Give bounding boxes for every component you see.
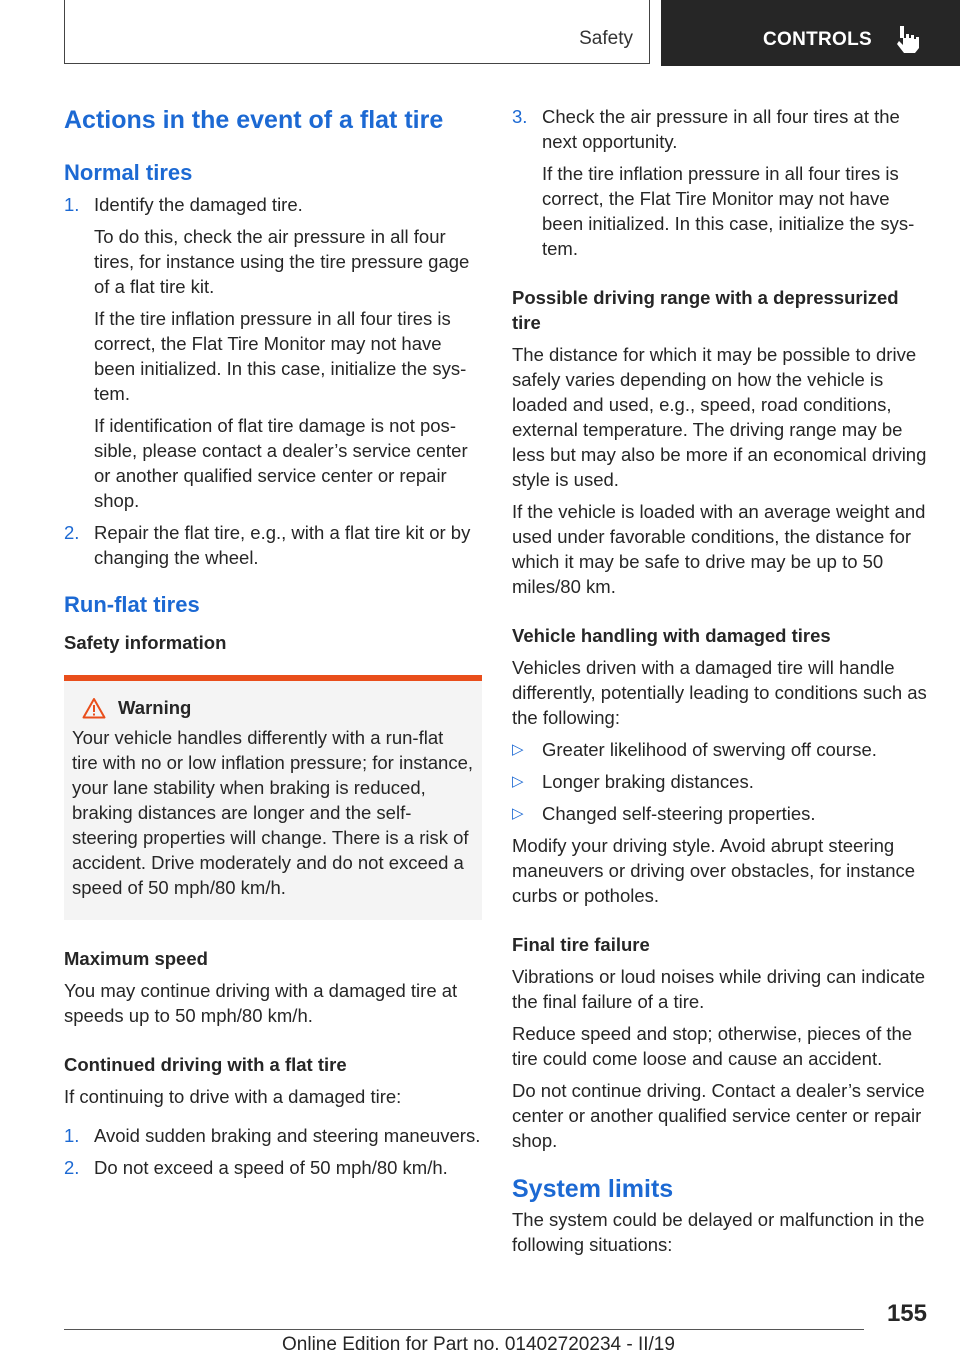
paragraph: Vibrations or loud noises while driving can indicate the final failure of a tire. (512, 966, 926, 1012)
paragraph: You may continue driving with a damaged tire at speeds up to 50 mph/80 km/h. (64, 980, 458, 1026)
section-tab (64, 0, 650, 64)
bullet-item (512, 769, 928, 794)
bullet-item (512, 737, 928, 762)
chapter-tab (661, 0, 960, 66)
paragraph: Modify your driving style. Avoid abrupt steering maneuvers or driving over obstacles, for instance curbs or potholes. (512, 835, 916, 906)
section-title: Safety (579, 28, 633, 49)
footer-divider (64, 1329, 864, 1330)
list-number: 1. (64, 1125, 80, 1146)
left-column (64, 100, 482, 1180)
list-number: 3. (512, 106, 528, 127)
list-subtext: If the tire inflation pressure in all four tires is correct, the Flat Tire Monitor may not have been initialized. In this case, initialize the system. (542, 163, 915, 259)
paragraph: If continuing to drive with a damaged tire: (64, 1086, 402, 1107)
list-number: 2. (64, 1157, 80, 1178)
subheading-continued-driving: Continued driving with a flat tire (64, 1054, 347, 1075)
list-item (64, 192, 482, 513)
chapter-title: CONTROLS (763, 29, 873, 50)
paragraph: Reduce speed and stop; otherwise, pieces of the tire could come loose and cause an accident. (512, 1023, 913, 1069)
paragraph: Vehicles driven with a damaged tire will handle differently, potentially leading to conditions such as the following: (512, 657, 927, 728)
list-text: Do not exceed a speed of 50 mph/80 km/h. (94, 1157, 448, 1178)
section-heading: Actions in the event of a flat tire (64, 106, 444, 134)
list-text: Avoid sudden braking and steering maneuvers. (94, 1125, 481, 1146)
warning-box (64, 675, 482, 920)
triangle-bullet-icon: ▷ (512, 805, 524, 822)
list-item (512, 104, 928, 261)
list-number: 2. (64, 522, 80, 543)
bullet-text: Changed self-steering properties. (542, 803, 816, 824)
list-item (64, 520, 482, 570)
list-subtext: If the tire inflation pressure in all four tires is correct, the Flat Tire Monitor may not have been initialized. In this case, initialize the system. (94, 308, 467, 404)
subheading-run-flat-tires: Run-flat tires (64, 592, 200, 617)
triangle-bullet-icon: ▷ (512, 773, 524, 790)
subheading-maximum-speed: Maximum speed (64, 948, 208, 969)
list-item (64, 1155, 482, 1180)
pointing-hand-icon (894, 24, 920, 54)
page-number: 155 (886, 1300, 927, 1327)
subheading-safety-information: Safety information (64, 632, 227, 653)
list-text: Check the air pressure in all four tires at the next opportunity. (542, 106, 900, 152)
subheading-final-tire-failure: Final tire failure (512, 934, 650, 955)
bullet-text: Greater likelihood of swerving off course. (542, 739, 877, 760)
bullet-text: Longer braking distances. (542, 771, 754, 792)
list-subtext: If identification of flat tire damage is not possible, please contact a dealer’s service center or another qualified service center or repair shop. (94, 415, 468, 511)
warning-header (72, 697, 474, 719)
list-text: Identify the damaged tire. (94, 194, 303, 215)
subheading-normal-tires: Normal tires (64, 160, 193, 185)
paragraph: Do not continue driving. Contact a dealer’s service center or another qualified service center or repair shop. (512, 1080, 925, 1151)
list-number: 1. (64, 194, 80, 215)
footer-edition: Online Edition for Part no. 01402720234 - II/19 (282, 1334, 675, 1355)
page-header (0, 0, 960, 66)
list-text: Repair the flat tire, e.g., with a flat tire kit or by changing the wheel. (94, 522, 471, 568)
right-column (512, 104, 928, 1257)
paragraph: The distance for which it may be possible to drive safely varies depending on how the vehicle is loaded and used, e.g., speed, road conditions, external temperature. The driving range may be less but may also be more if an economical driving style is used. (512, 344, 927, 490)
warning-text: Your vehicle handles differently with a run-flat tire with no or low inflation pressure; for instance, your lane stability when braking is reduced, braking distances are longer and the self-steering properties will change. There is a risk of accident. Drive moderately and do not exceed a speed of 50 mph/80 km/h. (72, 727, 474, 898)
triangle-bullet-icon: ▷ (512, 741, 524, 758)
list-item (64, 1123, 482, 1148)
subheading-driving-range: Possible driving range with a depressurized tire (512, 287, 899, 333)
paragraph: If the vehicle is loaded with an average weight and used under favorable conditions, the distance for which it may be safe to drive may be up to 50 miles/80 km. (512, 501, 926, 597)
section-heading-system-limits: System limits (512, 1175, 674, 1203)
list-subtext: To do this, check the air pressure in all four tires, for instance using the tire pressure gage of a flat tire kit. (94, 226, 470, 297)
warning-title: Warning (118, 697, 192, 718)
subheading-vehicle-handling: Vehicle handling with damaged tires (512, 625, 831, 646)
warning-triangle-icon (82, 697, 106, 719)
paragraph: The system could be delayed or malfunction in the following situations: (512, 1209, 925, 1255)
bullet-item (512, 801, 928, 826)
